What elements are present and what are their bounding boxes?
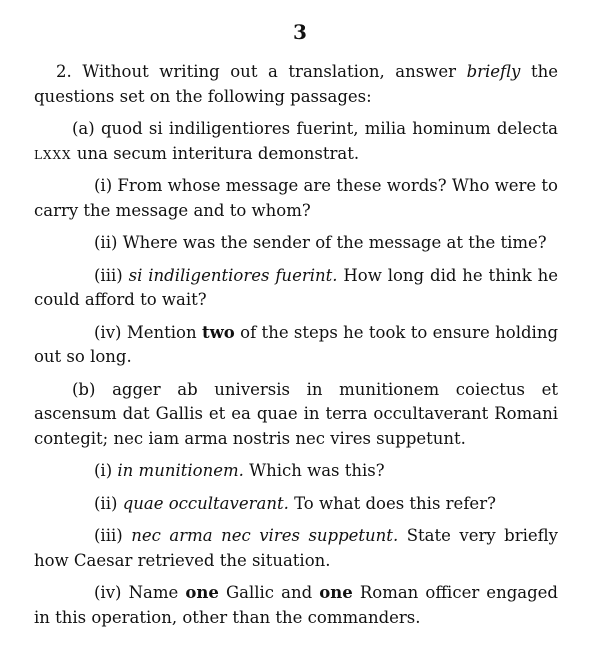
item-label: (iii) <box>94 265 123 285</box>
intro-text-after: the questions set on the following passages: <box>34 62 558 106</box>
passage-b-item-ii <box>34 492 558 517</box>
intro-text-before: Without writing out a translation, answer <box>82 62 456 81</box>
item-label: (i) <box>94 176 113 195</box>
question-content <box>34 60 558 638</box>
passage-b-item-iii <box>34 524 558 573</box>
passage-a <box>34 117 558 166</box>
item-text-1: Name <box>128 583 179 602</box>
item-latin: quae occultaverant. <box>122 493 289 513</box>
passage-a-item-ii <box>34 231 558 256</box>
item-text-after: of the steps he took to ensure holding out so long. <box>34 322 559 366</box>
passage-b-text: agger ab universis in munitionem coiectus et ascensum dat Gallis et ea quae in terra occultaverant Romani contegit; nec iam arma nostris nec vires suppetunt. <box>34 379 558 448</box>
item-label: (iv) <box>94 322 122 342</box>
item-text-2: Gallic and <box>225 583 313 602</box>
item-label: (iv) <box>94 583 122 602</box>
item-bold-2: one <box>319 583 353 602</box>
item-label: (iii) <box>94 526 123 545</box>
passage-b-item-iv <box>34 581 558 630</box>
question-2-intro <box>34 60 558 109</box>
passage-a-text-after: una secum interitura demonstrat. <box>76 143 360 163</box>
item-latin: in munitionem. <box>117 461 244 480</box>
item-label: (i) <box>94 461 113 480</box>
question-number: 2. <box>56 62 72 81</box>
item-text-3: Roman officer engaged in this operation, other than the commanders. <box>34 583 558 627</box>
passage-a-item-iv <box>34 321 558 370</box>
item-bold-1: one <box>185 583 219 602</box>
item-bold: two <box>201 322 235 342</box>
intro-emphasis: briefly <box>466 62 521 81</box>
passage-a-label: (a) <box>72 119 95 138</box>
item-text: Which was this? <box>249 461 385 480</box>
passage-a-numeral: lxxx <box>34 143 72 163</box>
passage-b-item-i <box>34 459 558 484</box>
item-text: State very briefly how Caesar retrieved the situation. <box>34 526 558 570</box>
item-text: From whose message are these words? Who were to carry the message and to whom? <box>34 176 558 220</box>
item-text: To what does this refer? <box>294 493 496 513</box>
item-text: Where was the sender of the message at the time? <box>122 233 547 252</box>
passage-b <box>34 378 558 452</box>
item-text-before: Mention <box>126 322 197 342</box>
passage-a-text-before: quod si indiligentiores fuerint, milia hominum delecta <box>100 119 558 138</box>
passage-b-label: (b) <box>72 379 96 399</box>
item-latin: nec arma nec vires suppetunt. <box>131 526 399 545</box>
page-number: 3 <box>293 20 307 44</box>
passage-a-item-iii <box>34 264 558 313</box>
item-text: How long did he think he could afford to wait? <box>34 265 558 309</box>
item-latin: si indiligentiores fuerint. <box>128 265 338 285</box>
passage-a-item-i <box>34 174 558 223</box>
item-label: (ii) <box>94 493 118 513</box>
item-label: (ii) <box>94 233 118 252</box>
